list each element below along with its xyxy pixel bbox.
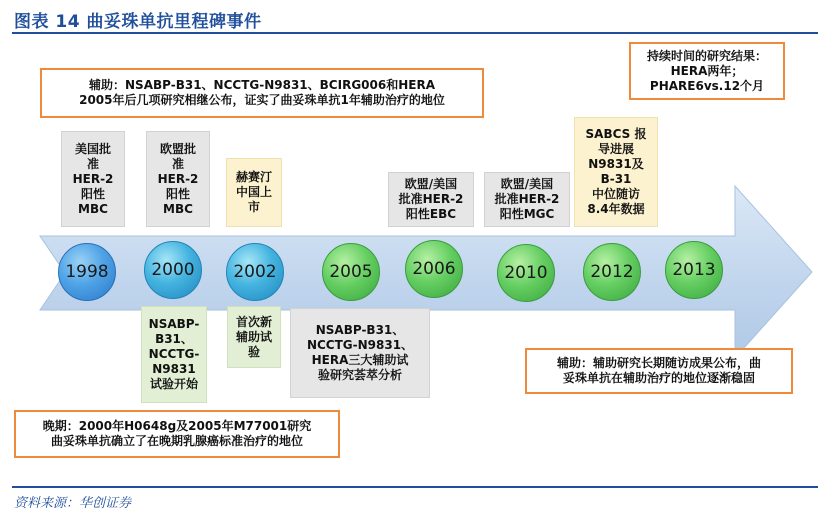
milestone-2010-box — [484, 172, 570, 227]
milestone-2012-line: N9831及 — [588, 157, 644, 171]
milestone-2002-line: 中国上 — [235, 185, 272, 199]
trial-start-box — [141, 306, 207, 403]
milestone-2000-line: 欧盟批 — [159, 141, 196, 156]
duration-line1: 持续时间的研究结果： — [646, 48, 767, 63]
first-neoadjuvant-box — [227, 306, 281, 368]
milestone-2012-line: 导进展 — [597, 142, 634, 156]
milestone-1998-box — [61, 131, 125, 227]
adjuvant-trials-box — [40, 68, 484, 118]
milestone-2000-line: HER-2 — [157, 171, 199, 186]
milestone-2006-line: 阳性EBC — [405, 207, 457, 221]
milestone-2002-line: 市 — [247, 200, 260, 214]
milestone-2012-line: 中位随访 — [591, 187, 640, 201]
trial-start-line: B31、 — [155, 332, 193, 346]
year-2002-node: 2002 — [226, 243, 284, 301]
milestone-2000-line: 准 — [171, 156, 184, 171]
figure-title: 图表 14 曲妥珠单抗里程碑事件 — [14, 12, 262, 32]
milestone-2006-line: 批准HER-2 — [398, 192, 464, 206]
milestone-2002-line: 赫赛汀 — [235, 170, 272, 184]
milestone-1998-line: MBC — [78, 201, 108, 216]
late-stage-box — [14, 410, 340, 458]
year-2010-node: 2010 — [497, 244, 555, 302]
milestone-2012-line: B-31 — [600, 172, 632, 186]
milestone-2010-line: 欧盟/美国 — [500, 177, 554, 191]
milestone-2006-box — [388, 172, 474, 227]
first-neoadjuvant-line: 辅助试 — [235, 329, 272, 344]
milestone-2012-box — [574, 117, 658, 227]
milestone-2006-line: 欧盟/美国 — [404, 177, 458, 191]
late-stage-line1: 晚期：2000年H0648g及2005年M77001研究 — [42, 419, 312, 433]
adjuvant-followup-line2: 妥珠单抗在辅助治疗的地位逐渐稳固 — [562, 371, 755, 385]
footer-divider — [12, 486, 818, 488]
trial-start-line: 试验开始 — [149, 377, 198, 391]
trial-start-line: NSABP- — [148, 317, 200, 331]
milestone-2010-line: 批准HER-2 — [494, 192, 560, 206]
adjuvant-trials-line1: 辅助：NSABP-B31、NCCTG-N9831、BCIRG006和HERA — [89, 78, 435, 92]
late-stage-line2: 曲妥珠单抗确立了在晚期乳腺癌标准治疗的地位 — [50, 434, 303, 448]
milestone-2010-line: 阳性MGC — [499, 207, 555, 221]
meta-analysis-line: HERA三大辅助试 — [311, 353, 409, 367]
adjuvant-trials-line2: 2005年后几项研究相继公布，证实了曲妥珠单抗1年辅助治疗的地位 — [79, 93, 445, 107]
milestone-1998-line: HER-2 — [72, 171, 114, 186]
milestone-2012-line: 8.4年数据 — [587, 202, 645, 216]
trial-start-line: N9831 — [152, 362, 196, 376]
milestone-1998-line: 准 — [86, 156, 99, 171]
milestone-1998-line: 阳性 — [80, 186, 105, 201]
source-note: 资料来源：华创证券 — [14, 496, 132, 511]
meta-analysis-line: 验研究荟萃分析 — [317, 368, 402, 382]
milestone-2000-box — [146, 131, 210, 227]
year-2006-node: 2006 — [405, 240, 463, 298]
year-2013-node: 2013 — [665, 241, 723, 299]
milestone-2000-line: 阳性 — [165, 186, 190, 201]
year-2000-node: 2000 — [144, 241, 202, 299]
adjuvant-followup-box — [525, 348, 793, 394]
milestone-2012-line: SABCS 报 — [585, 127, 647, 141]
first-neoadjuvant-line: 首次新 — [235, 314, 272, 329]
year-2005-node: 2005 — [322, 243, 380, 301]
milestone-1998-line: 美国批 — [74, 141, 111, 156]
year-1998-node: 1998 — [58, 243, 116, 301]
first-neoadjuvant-line: 验 — [247, 344, 260, 359]
duration-line2: HERA两年； — [670, 63, 744, 78]
milestone-2000-line: MBC — [163, 201, 193, 216]
duration-results-box — [629, 42, 785, 100]
trial-start-line: NCCTG- — [148, 347, 200, 361]
duration-line3: PHARE6vs.12个月 — [649, 78, 765, 93]
adjuvant-followup-line1: 辅助：辅助研究长期随访成果公布，曲 — [556, 356, 761, 370]
meta-analysis-box — [290, 308, 430, 398]
milestone-2002-box — [226, 158, 282, 227]
meta-analysis-line: NCCTG-N9831、 — [306, 338, 414, 352]
year-2012-node: 2012 — [583, 243, 641, 301]
meta-analysis-line: NSABP-B31、 — [315, 323, 405, 337]
